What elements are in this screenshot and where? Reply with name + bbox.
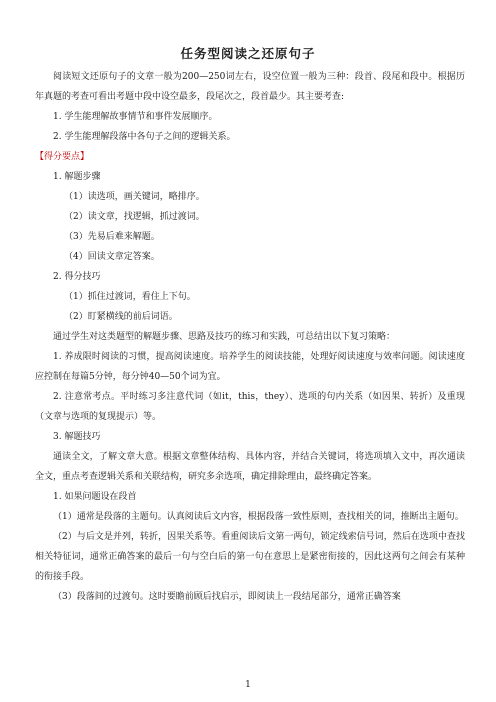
page-title: 任务型阅读之还原句子 [180, 46, 316, 61]
case-item: （3）段落间的过渡句。这时要瞻前顾后找启示，即阅读上一段结尾部分，通常正确答案 [53, 592, 401, 602]
summary-paragraph: 通过学生对这类题型的解题步骤、思路及技巧的练习和实践，可总结出以下复习策略： [53, 332, 396, 342]
case-heading: 1. 如果问题设在段首 [53, 492, 137, 502]
body-text [35, 67, 465, 607]
intro-paragraph: 阅读短文还原句子的文章一般为200—250词左右，设空位置一般为三种：段首、段尾和段中。根据历年真题的考查可看出考题中段中设空最多，段尾次之，段首最少。其主要考查: [35, 72, 465, 102]
step-item: （4）回读文章定答案。 [64, 252, 160, 262]
section-heading: 【得分要点】 [35, 152, 90, 162]
case-item: （2）与后文是并列，转折，因果关系等。看重阅读后文第一两句，锁定线索信号词，然后在选项中查找相关特征词，通常正确答案的最后一句与空白后的第一句在意思上是紧密衔接的，因此这两句之间会有某种的衔接手段。 [35, 532, 465, 582]
step-item: （2）读文章，找逻辑，抓过渡词。 [64, 212, 205, 222]
tip-item: （2）盯紧横线的前后词语。 [64, 312, 178, 322]
steps-heading: 1. 解题步骤 [53, 172, 101, 182]
tips-heading: 2. 得分技巧 [53, 272, 101, 282]
step-item: （3）先易后难来解题。 [64, 232, 160, 242]
method-heading: 3. 解题技巧 [53, 432, 101, 442]
tip-item: （1）抓住过渡词，看住上下句。 [64, 292, 196, 302]
case-item: （1）通常是段落的主题句。认真阅读后文内容，根据段落一致性原则，查找相关的词，推断出主题句。 [53, 512, 464, 522]
method-paragraph: 通读全文，了解文章大意。根据文章整体结构、具体内容，并结合关键词，将选项填入文中，再次通读全文，重点考查逻辑关系和关联结构，研究多余选项，确定排除理由，最终确定答案。 [35, 452, 465, 482]
step-item: （1）读选项，画关键词，略排序。 [64, 192, 205, 202]
strategy-paragraph: 2. 注意常考点。平时练习多注意代词（如it，this，they）、选项的句内关系（如因果、转折）及重现（文章与选项的复现提示）等。 [35, 392, 465, 422]
page-number: 1 [245, 680, 251, 690]
strategy-paragraph: 1. 养成限时阅读的习惯，提高阅读速度。培养学生的阅读技能，处理好阅读速度与效率问题。阅读速度应控制在每篇5分钟，每分钟40—50个词为宜。 [35, 352, 465, 382]
goal-item: 1. 学生能理解故事情节和事件发展顺序。 [53, 112, 218, 122]
goal-item: 2. 学生能理解段落中各句子之间的逻辑关系。 [53, 132, 236, 142]
